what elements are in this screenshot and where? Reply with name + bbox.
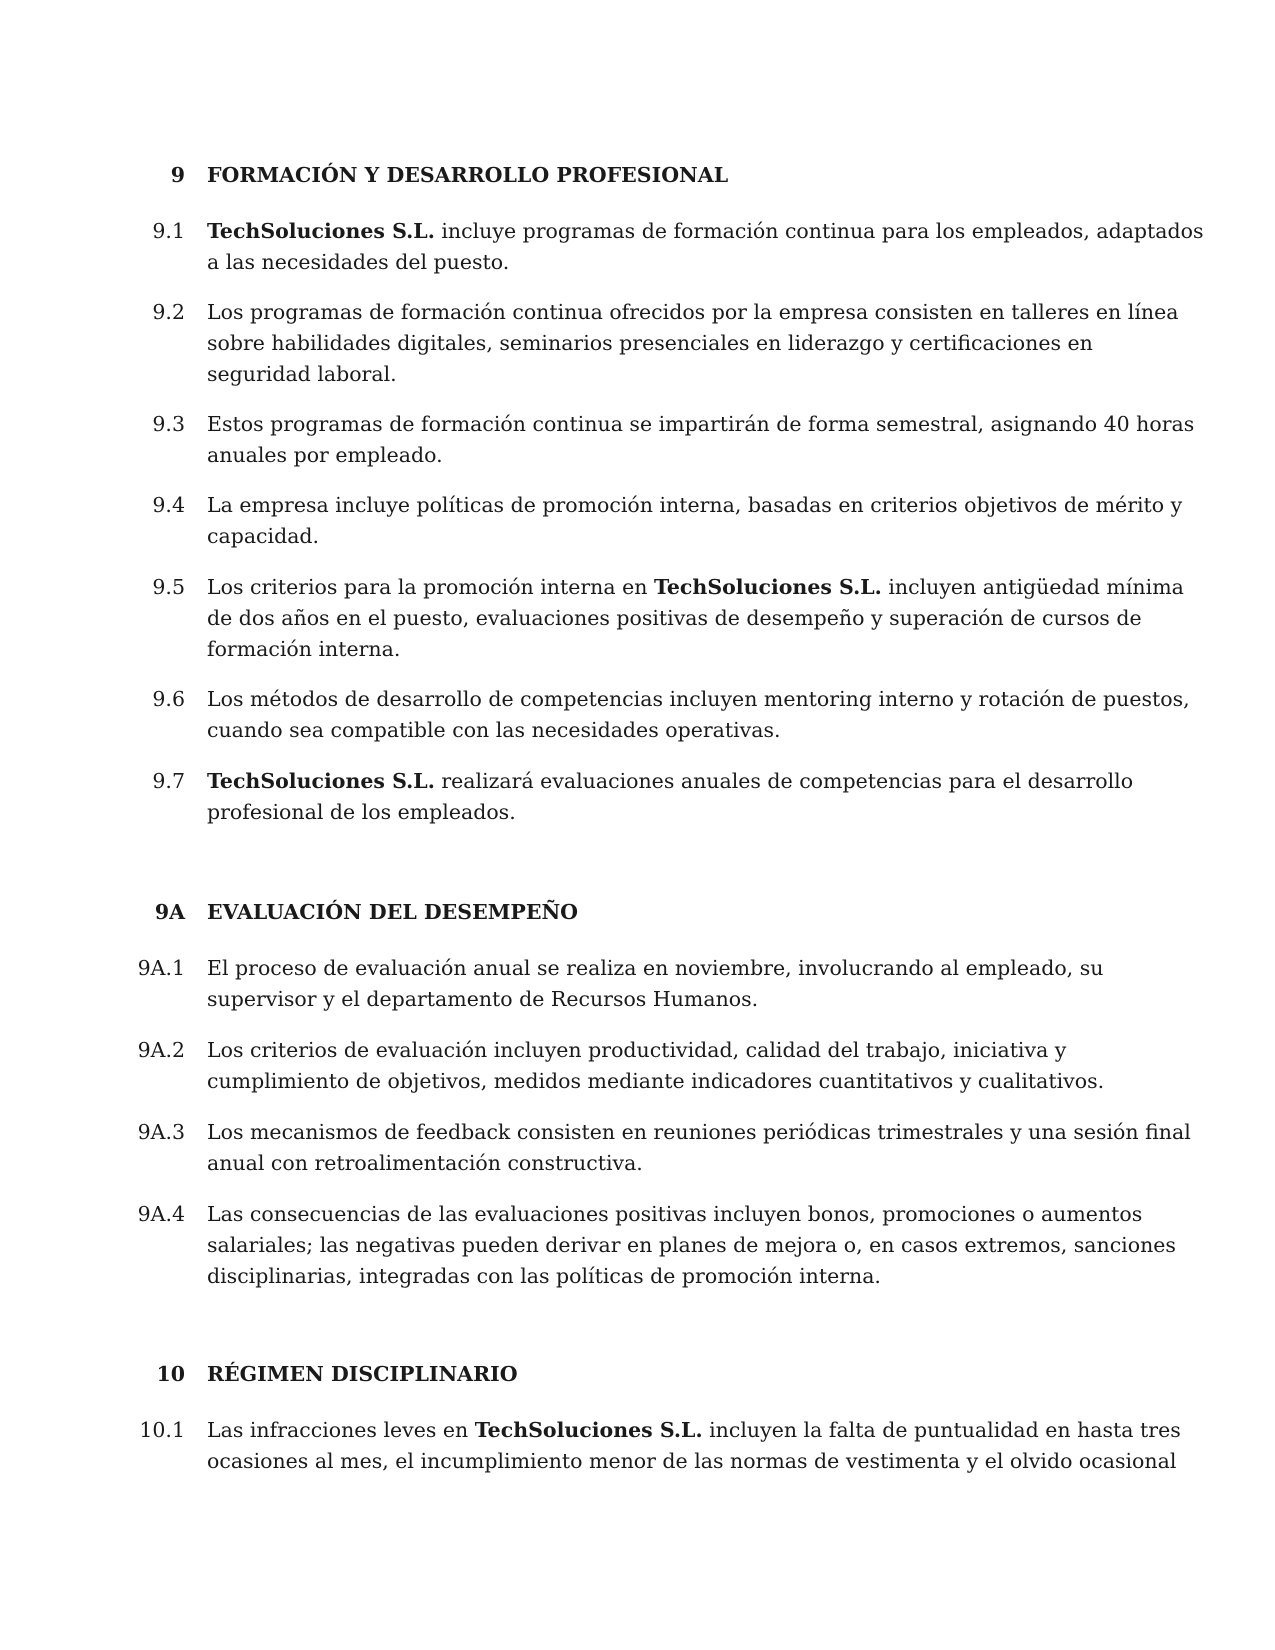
text-segment: Las infracciones leves en [207, 1418, 475, 1442]
text-segment: El proceso de evaluación anual se realiza en noviembre, involucrando al empleado, su [207, 956, 1104, 980]
text-segment: supervisor y el departamento de Recursos Humanos. [207, 987, 759, 1011]
text-segment: Los métodos de desarrollo de competencias incluyen mentoring interno y rotación de puestos, [207, 687, 1190, 711]
section-number: 9A [154, 900, 185, 924]
clause-number: 9.2 [152, 300, 185, 324]
company-name: TechSoluciones S.L. [474, 1418, 703, 1442]
clause-text [207, 572, 1184, 665]
text-segment: incluye programas de formación continua para los empleados, adaptados [434, 219, 1204, 243]
text-segment: Los mecanismos de feedback consisten en reuniones periódicas trimestrales y una sesión final [207, 1120, 1191, 1144]
text-segment: Los criterios de evaluación incluyen productividad, calidad del trabajo, iniciativa y [207, 1038, 1067, 1062]
clause-line [207, 1117, 1191, 1148]
clause-number: 9.5 [152, 575, 185, 599]
clause-line [207, 572, 1184, 603]
text-segment: cuando sea compatible con las necesidades operativas. [207, 718, 781, 742]
clause-line [207, 953, 1132, 984]
text-segment: seguridad laboral. [207, 362, 397, 386]
clause-number: 9.3 [152, 412, 185, 436]
clause-text [207, 684, 1190, 746]
text-segment: capacidad. [207, 524, 320, 548]
clause-text [207, 1117, 1191, 1179]
clause-line [207, 634, 1132, 665]
clause-text [207, 297, 1179, 390]
text-segment: incluyen antigüedad mínima [881, 575, 1184, 599]
clause-text [207, 216, 1204, 278]
clause-line [207, 247, 1132, 278]
text-segment: ocasiones al mes, el incumplimiento menor de las normas de vestimenta y el olvido ocasional [207, 1449, 1177, 1473]
text-segment: profesional de los empleados. [207, 800, 516, 824]
clause-number: 9.1 [152, 219, 185, 243]
clause-line [207, 359, 1132, 390]
clause-line [207, 715, 1132, 746]
text-segment: realizará evaluaciones anuales de competencias para el desarrollo [434, 769, 1134, 793]
clause-line [207, 216, 1204, 247]
clause-text [207, 490, 1183, 552]
text-segment: disciplinarias, integradas con las políticas de promoción interna. [207, 1264, 881, 1288]
clause-number: 9A.3 [137, 1120, 185, 1144]
clause-line [207, 797, 1132, 828]
clause-line [207, 684, 1190, 715]
text-segment: La empresa incluye políticas de promoción interna, basadas en criterios objetivos de mérito y [207, 493, 1183, 517]
section-title: FORMACIÓN Y DESARROLLO PROFESIONAL [207, 163, 729, 187]
clause-line [207, 1446, 1177, 1477]
clause-number: 9.7 [152, 769, 185, 793]
clause-line [207, 1066, 1132, 1097]
section-number: 9 [170, 163, 185, 187]
section-title: EVALUACIÓN DEL DESEMPEÑO [207, 900, 579, 924]
clause-text [207, 1035, 1132, 1097]
text-segment: Las consecuencias de las evaluaciones positivas incluyen bonos, promociones o aumentos [207, 1202, 1143, 1226]
text-segment: cumplimiento de objetivos, medidos mediante indicadores cuantitativos y cualitativos. [207, 1069, 1105, 1093]
text-segment: anuales por empleado. [207, 443, 443, 467]
clause-line [207, 1261, 1132, 1292]
clause-line [207, 1415, 1181, 1446]
clause-line [207, 297, 1179, 328]
company-name: TechSoluciones S.L. [653, 575, 882, 599]
text-segment: de dos años en el puesto, evaluaciones positivas de desempeño y superación de cursos de [207, 606, 1142, 630]
clause-line [207, 328, 1132, 359]
clause-number: 10.1 [139, 1418, 185, 1442]
text-segment: Los programas de formación continua ofrecidos por la empresa consisten en talleres en línea [207, 300, 1179, 324]
clause-line [207, 1148, 1132, 1179]
clause-line [207, 1230, 1176, 1261]
text-segment: formación interna. [207, 637, 401, 661]
clause-line [207, 984, 1132, 1015]
text-segment: sobre habilidades digitales, seminarios presenciales en liderazgo y certificaciones en [207, 331, 1093, 355]
company-name: TechSoluciones S.L. [207, 769, 435, 793]
clause-line [207, 1199, 1143, 1230]
clause-text [207, 1415, 1181, 1477]
text-segment: Estos programas de formación continua se impartirán de forma semestral, asignando 40 horas [207, 412, 1195, 436]
text-segment: anual con retroalimentación constructiva. [207, 1151, 643, 1175]
text-segment: Los criterios para la promoción interna en [207, 575, 654, 599]
clause-number: 9A.2 [137, 1038, 185, 1062]
clause-line [207, 1035, 1132, 1066]
clause-line [207, 521, 1132, 552]
clause-number: 9.4 [152, 493, 185, 517]
text-segment: salariales; las negativas pueden derivar en planes de mejora o, en casos extremos, sanciones [207, 1233, 1176, 1257]
clause-line [207, 440, 1132, 471]
clause-text [207, 1199, 1176, 1292]
clause-text [207, 409, 1195, 471]
text-segment: incluyen la falta de puntualidad en hasta tres [702, 1418, 1181, 1442]
clause-number: 9A.1 [137, 956, 185, 980]
clause-number: 9.6 [152, 687, 185, 711]
section-title: RÉGIMEN DISCIPLINARIO [207, 1362, 518, 1386]
company-name: TechSoluciones S.L. [207, 219, 435, 243]
clause-line [207, 766, 1132, 797]
section-number: 10 [156, 1362, 185, 1386]
clause-line [207, 409, 1195, 440]
text-segment: a las necesidades del puesto. [207, 250, 510, 274]
clause-number: 9A.4 [137, 1202, 185, 1226]
clause-text [207, 953, 1132, 1015]
clause-line [207, 603, 1142, 634]
clause-text [207, 766, 1132, 828]
clause-line [207, 490, 1183, 521]
